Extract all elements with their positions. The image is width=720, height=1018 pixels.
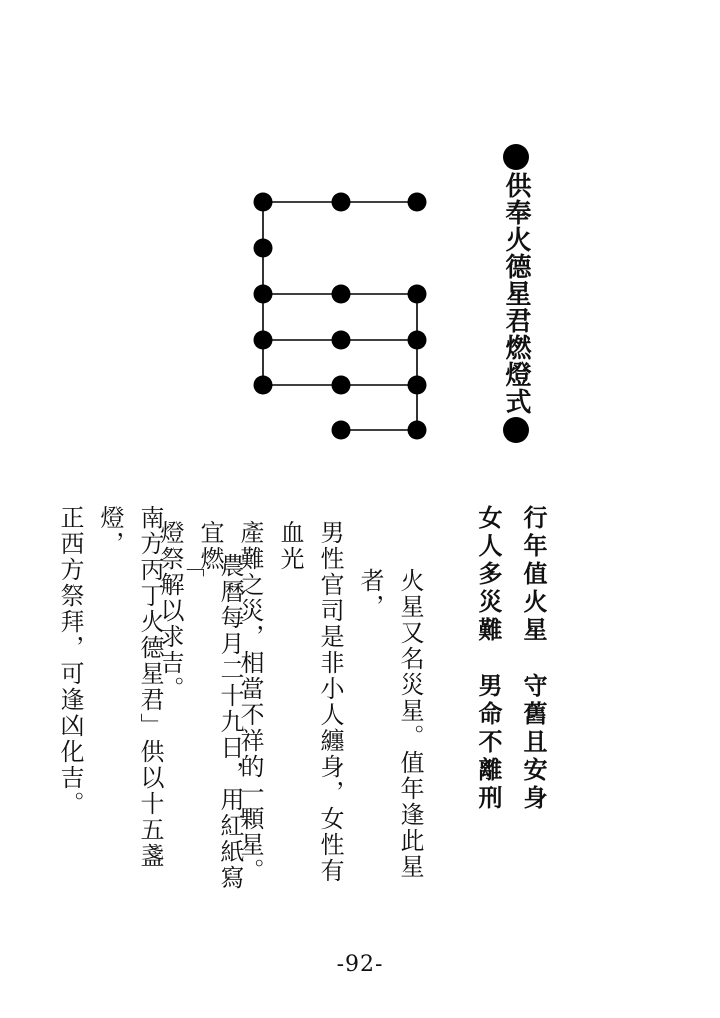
title-column [496,144,536,443]
lamp-dot [254,285,273,304]
title-dot-top [503,144,529,170]
lamp-dot [254,193,273,212]
title-dot-bottom [503,417,529,443]
lamp-dot [408,376,427,395]
lamp-dot [254,239,273,258]
lamp-dot [332,376,351,395]
page-number: -92- [336,952,384,977]
paragraph-1-col-1: 火星又名災星。值年逢此星者， [356,568,424,880]
paragraph-1-col-4: 燈祭解以求吉。 [156,520,184,702]
lamp-dot [408,331,427,350]
paragraph-2-col-1: 農曆每月二十九日，用紅紙寫「 [176,553,244,891]
verse-line-2: 女人多災難 男命不離刑 [474,505,502,813]
page-title: 供奉火德星君燃燈式 [501,172,531,415]
lamp-connector-lines [263,202,417,430]
lamp-dot [332,421,351,440]
lamp-dot [408,193,427,212]
verse-line-1: 行年值火星 守舊且安身 [519,505,547,813]
verse-heading [460,505,555,905]
paragraph-2 [56,505,250,905]
lamp-dot [408,285,427,304]
lamp-dot [332,193,351,212]
lamp-dot [332,331,351,350]
lamp-arrangement-diagram [240,178,450,456]
lamp-dot [408,421,427,440]
paragraph-1-col-3: 產難之災，相當不祥的一顆星。宜燃 [196,520,264,884]
lamp-dots [254,193,427,440]
paragraph-1-col-2: 男性官司是非小人纏身，女性有血光 [276,520,344,884]
lamp-dot [332,285,351,304]
lamp-dot [254,376,273,395]
lamp-dot [254,331,273,350]
paragraph-2-col-3: 正西方祭拜，可逢凶化吉。 [56,505,84,817]
paragraph-2-col-2: 南方丙丁火德星君」供以十五盞燈， [96,505,164,869]
